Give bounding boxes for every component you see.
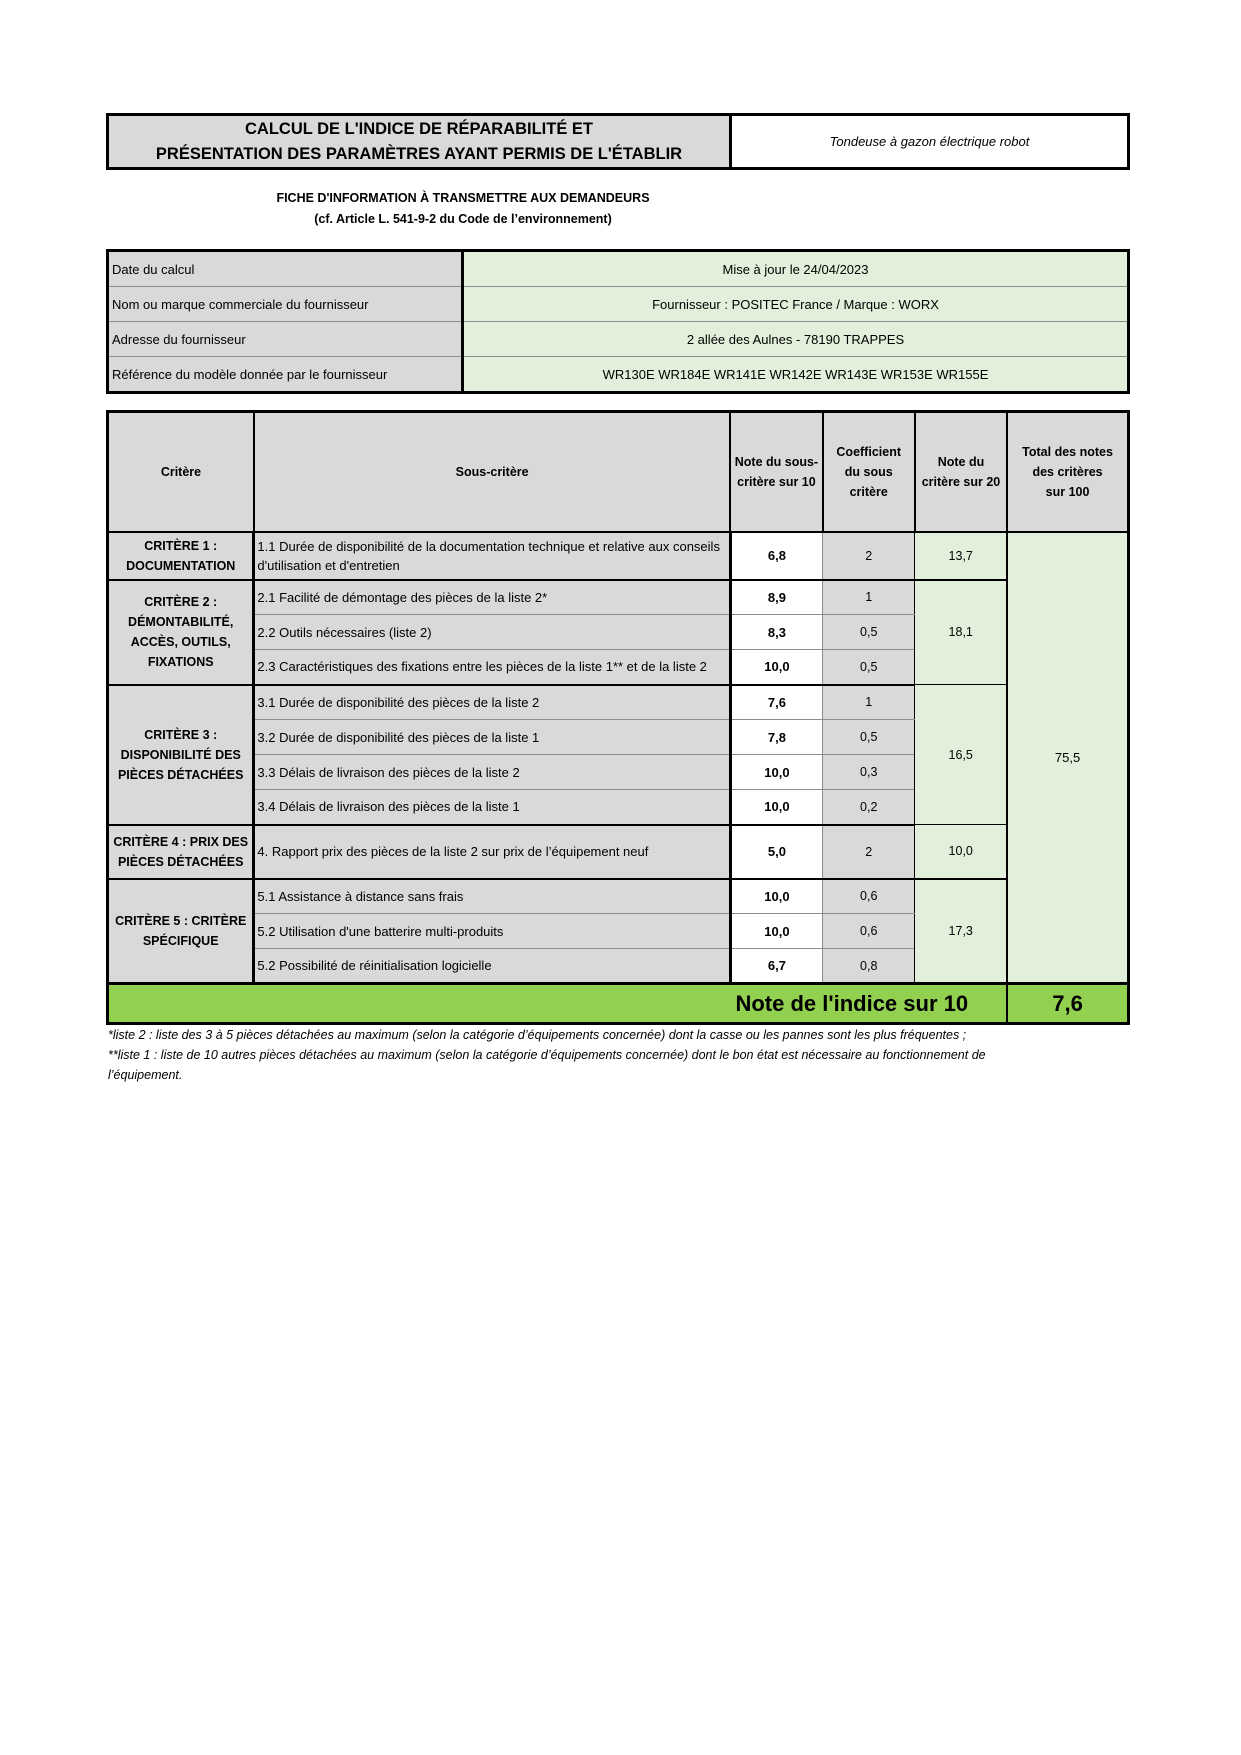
subcriterion-note: 6,7 (730, 949, 822, 984)
subcriterion-coef: 0,5 (823, 615, 915, 650)
footnotes (108, 1025, 1148, 1085)
subtitle-line-1: FICHE D'INFORMATION À TRANSMETTRE AUX DEMANDEURS (276, 191, 650, 205)
criterion-4-note: 10,0 (915, 825, 1007, 879)
table-header-row (108, 412, 1129, 532)
info-value: Fournisseur : POSITEC France / Marque : WORX (463, 287, 1129, 322)
subcriterion-label: 4. Rapport prix des pièces de la liste 2 sur prix de l’équipement neuf (254, 825, 730, 879)
subcriterion-note: 10,0 (730, 914, 822, 949)
header-box (106, 113, 1130, 170)
subcriterion-note: 7,8 (730, 720, 822, 755)
table-row (108, 580, 1129, 615)
header-note-critere: Note du critère sur 20 (915, 412, 1007, 532)
subcriterion-note: 6,8 (730, 532, 822, 580)
footnote-liste-1-cont: l’équipement. (108, 1068, 183, 1082)
criterion-3-label: CRITÈRE 3 : DISPONIBILITÉ DES PIÈCES DÉTACHÉES (108, 685, 254, 825)
info-label: Référence du modèle donnée par le fournisseur (108, 357, 463, 393)
info-value: WR130E WR184E WR141E WR142E WR143E WR153E WR155E (463, 357, 1129, 393)
info-row (108, 287, 1129, 322)
info-value: Mise à jour le 24/04/2023 (463, 251, 1129, 287)
subcriterion-label: 3.3 Délais de livraison des pièces de la liste 2 (254, 755, 730, 790)
final-score-label: Note de l'indice sur 10 (108, 984, 1008, 1024)
subcriterion-coef: 0,3 (823, 755, 915, 790)
subcriterion-coef: 0,8 (823, 949, 915, 984)
footnote-liste-2: *liste 2 : liste des 3 à 5 pièces détachées au maximum (selon la catégorie d’équipements concernée) dont la casse ou les pannes sont les plus fréquentes ; (108, 1028, 967, 1042)
header-sous-critere: Sous-critère (254, 412, 730, 532)
table-row (108, 685, 1129, 720)
subcriterion-label: 5.2 Utilisation d'une batterire multi-produits (254, 914, 730, 949)
info-row (108, 251, 1129, 287)
criterion-4-label: CRITÈRE 4 : PRIX DES PIÈCES DÉTACHÉES (108, 825, 254, 879)
info-label: Adresse du fournisseur (108, 322, 463, 357)
table-row (108, 532, 1129, 580)
repairability-table (106, 410, 1130, 1025)
subcriterion-note: 8,3 (730, 615, 822, 650)
criterion-5-note: 17,3 (915, 879, 1007, 984)
subcriterion-label: 1.1 Durée de disponibilité de la documentation technique et relative aux conseils d'utilisation et d'entretien (254, 532, 730, 580)
subcriterion-coef: 2 (823, 825, 915, 879)
subcriterion-label: 5.1 Assistance à distance sans frais (254, 879, 730, 914)
total-score-100: 75,5 (1007, 532, 1128, 984)
info-label: Nom ou marque commerciale du fournisseur (108, 287, 463, 322)
footnote-liste-1: **liste 1 : liste de 10 autres pièces détachées au maximum (selon la catégorie d’équipements concernée) dont le bon état est nécessaire au fonctionnement de (108, 1048, 986, 1062)
info-value: 2 allée des Aulnes - 78190 TRAPPES (463, 322, 1129, 357)
table-row (108, 825, 1129, 879)
info-row (108, 357, 1129, 393)
subcriterion-note: 10,0 (730, 879, 822, 914)
header-note-sous-critere: Note du sous- critère sur 10 (730, 412, 822, 532)
criterion-5-label: CRITÈRE 5 : CRITÈRE SPÉCIFIQUE (108, 879, 254, 984)
subcriterion-label: 3.2 Durée de disponibilité des pièces de la liste 1 (254, 720, 730, 755)
criterion-3-note: 16,5 (915, 685, 1007, 825)
product-type: Tondeuse à gazon électrique robot (731, 115, 1129, 169)
criterion-1-note: 13,7 (915, 532, 1007, 580)
subcriterion-note: 10,0 (730, 790, 822, 825)
subcriterion-coef: 0,6 (823, 914, 915, 949)
subcriterion-note: 5,0 (730, 825, 822, 879)
subcriterion-label: 2.1 Facilité de démontage des pièces de la liste 2* (254, 580, 730, 615)
title-line-2: PRÉSENTATION DES PARAMÈTRES AYANT PERMIS DE L'ÉTABLIR (155, 144, 683, 163)
subcriterion-label: 5.2 Possibilité de réinitialisation logicielle (254, 949, 730, 984)
subcriterion-note: 8,9 (730, 580, 822, 615)
subcriterion-note: 7,6 (730, 685, 822, 720)
title-line-1: CALCUL DE L'INDICE DE RÉPARABILITÉ ET (245, 119, 593, 138)
document-title (108, 115, 731, 169)
subcriterion-label: 3.4 Délais de livraison des pièces de la liste 1 (254, 790, 730, 825)
subcriterion-coef: 1 (823, 685, 915, 720)
subcriterion-note: 10,0 (730, 650, 822, 685)
subcriterion-coef: 0,2 (823, 790, 915, 825)
header-total: Total des notes des critères sur 100 (1007, 412, 1128, 532)
final-score-value: 7,6 (1007, 984, 1128, 1024)
info-label: Date du calcul (108, 251, 463, 287)
subcriterion-note: 10,0 (730, 755, 822, 790)
final-score-row (108, 984, 1129, 1024)
subcriterion-coef: 0,5 (823, 720, 915, 755)
criterion-2-note: 18,1 (915, 580, 1007, 685)
criterion-2-label: CRITÈRE 2 : DÉMONTABILITÉ, ACCÈS, OUTILS, FIXATIONS (108, 580, 254, 685)
subcriterion-label: 2.2 Outils nécessaires (liste 2) (254, 615, 730, 650)
header-coefficient: Coefficient du sous critère (823, 412, 915, 532)
subcriterion-coef: 2 (823, 532, 915, 580)
subcriterion-label: 2.3 Caractéristiques des fixations entre les pièces de la liste 1** et de la liste 2 (254, 650, 730, 685)
info-row (108, 322, 1129, 357)
subcriterion-coef: 1 (823, 580, 915, 615)
table-row (108, 879, 1129, 914)
criterion-1-label: CRITÈRE 1 : DOCUMENTATION (108, 532, 254, 580)
subcriterion-label: 3.1 Durée de disponibilité des pièces de la liste 2 (254, 685, 730, 720)
subcriterion-coef: 0,5 (823, 650, 915, 685)
subcriterion-coef: 0,6 (823, 879, 915, 914)
subtitle-line-2: (cf. Article L. 541-9-2 du Code de l’environnement) (314, 212, 612, 226)
header-critere: Critère (108, 412, 254, 532)
supplier-info-table (106, 249, 1130, 394)
subtitle (106, 188, 820, 230)
